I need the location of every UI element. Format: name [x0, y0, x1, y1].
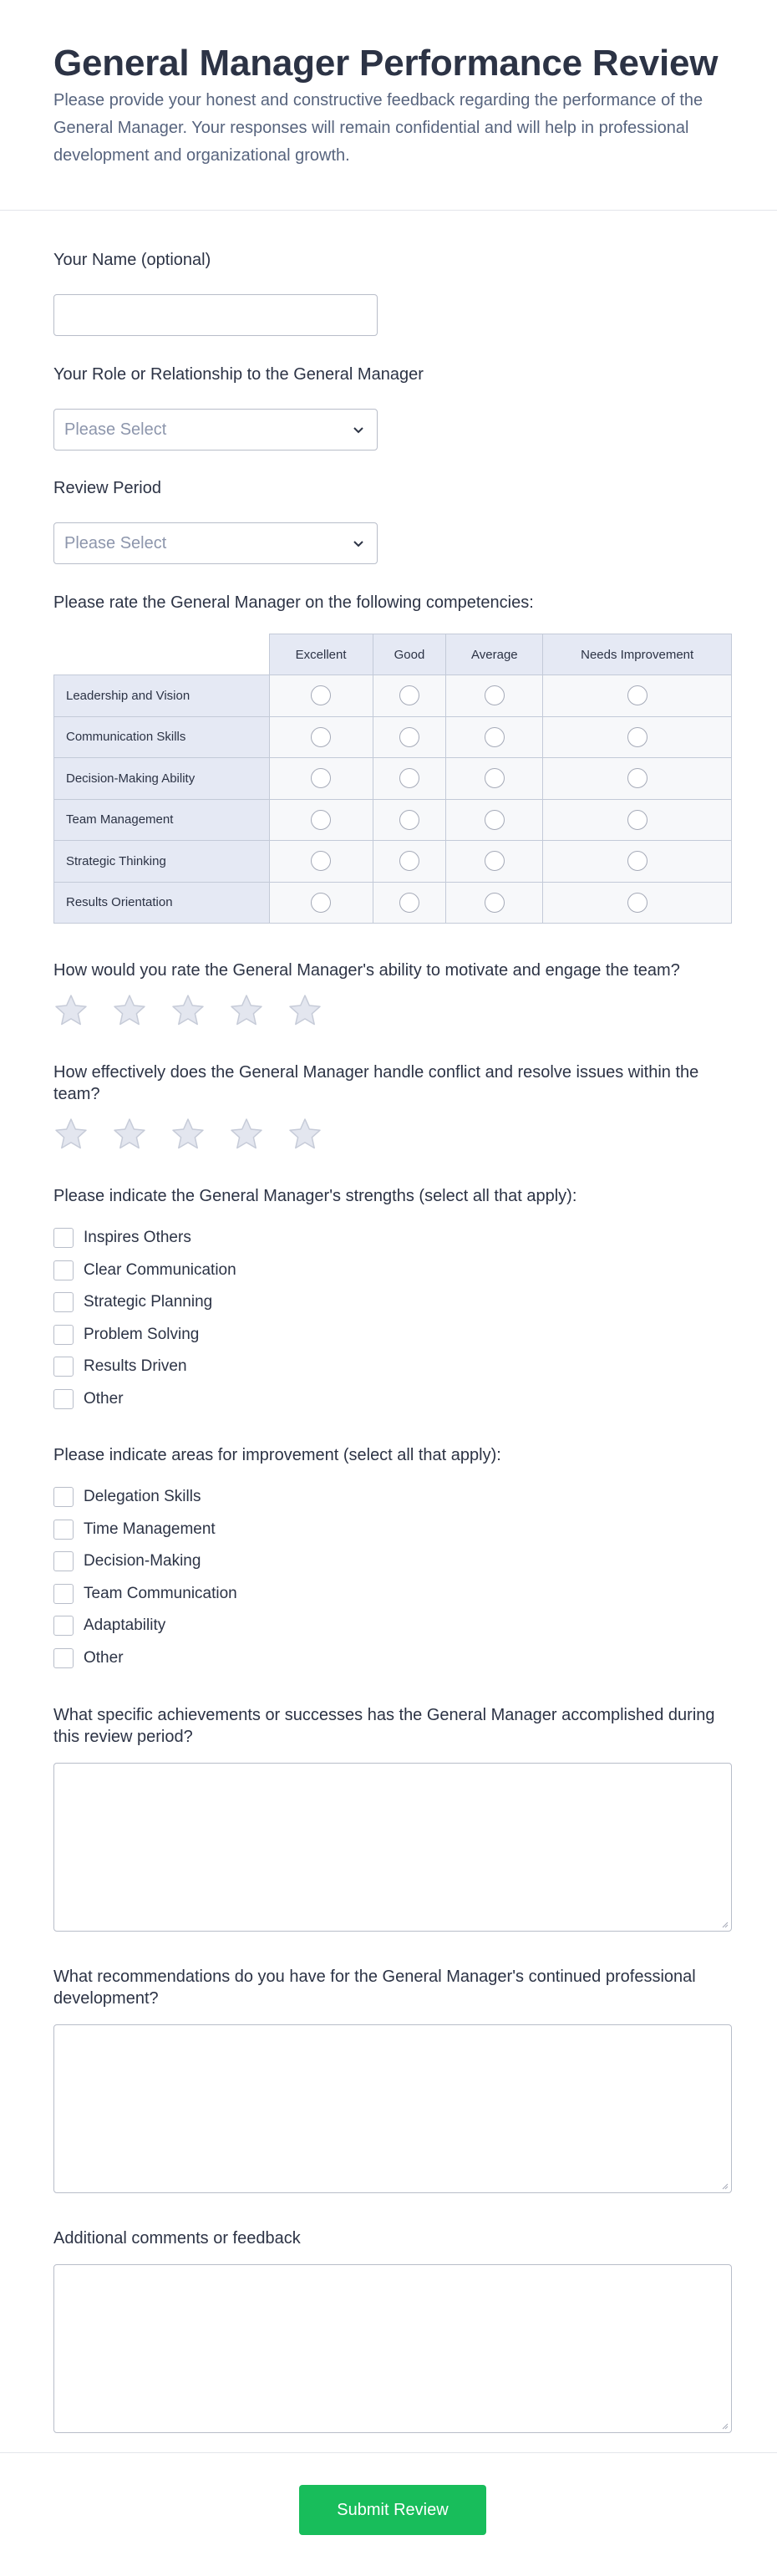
- rating2-label: How effectively does the General Manager handle conflict and resolve issues within the team?: [53, 1063, 699, 1103]
- checkbox[interactable]: [53, 1520, 74, 1540]
- achievements-textarea[interactable]: [53, 1763, 732, 1932]
- radio-button[interactable]: [311, 685, 331, 705]
- period-label: Review Period: [53, 479, 161, 497]
- checkbox-option[interactable]: [53, 1481, 732, 1514]
- radio-button[interactable]: [485, 768, 505, 788]
- recommendations-textarea[interactable]: [53, 2024, 732, 2193]
- radio-button[interactable]: [399, 810, 419, 830]
- star-icon[interactable]: [53, 993, 89, 1028]
- checkbox[interactable]: [53, 1325, 74, 1345]
- resize-grip-icon[interactable]: [720, 2421, 729, 2430]
- matrix-row: [54, 716, 732, 758]
- radio-button[interactable]: [627, 685, 648, 705]
- star-icon[interactable]: [229, 1117, 264, 1152]
- radio-button[interactable]: [627, 851, 648, 871]
- resize-grip-icon[interactable]: [720, 1920, 729, 1928]
- star-icon[interactable]: [287, 993, 322, 1028]
- checkbox-label: Problem Solving: [84, 1325, 200, 1343]
- period-question: [53, 477, 732, 564]
- chevron-down-icon: [350, 535, 367, 552]
- radio-button[interactable]: [399, 893, 419, 913]
- checkbox-option[interactable]: [53, 1642, 732, 1675]
- radio-button[interactable]: [311, 768, 331, 788]
- checkbox-option[interactable]: [53, 1286, 732, 1319]
- radio-button[interactable]: [311, 851, 331, 871]
- checkbox[interactable]: [53, 1487, 74, 1507]
- checkbox-option[interactable]: [53, 1222, 732, 1255]
- checkbox-label: Decision-Making: [84, 1552, 201, 1571]
- star-icon[interactable]: [170, 993, 206, 1028]
- checkbox-label: Other: [84, 1648, 124, 1667]
- radio-button[interactable]: [311, 893, 331, 913]
- matrix-row-label: Team Management: [54, 799, 270, 841]
- radio-button[interactable]: [311, 810, 331, 830]
- radio-button[interactable]: [485, 851, 505, 871]
- checkbox-option[interactable]: [53, 1578, 732, 1611]
- checkbox[interactable]: [53, 1551, 74, 1571]
- checkbox[interactable]: [53, 1648, 74, 1668]
- role-label: Your Role or Relationship to the General Manager: [53, 365, 424, 384]
- conflict-rating-question: [53, 1061, 732, 1152]
- checkbox[interactable]: [53, 1228, 74, 1248]
- name-input[interactable]: [53, 294, 378, 336]
- chevron-down-icon: [350, 421, 367, 438]
- checkbox-label: Clear Communication: [84, 1260, 236, 1279]
- improvements-label: Please indicate areas for improvement (select all that apply):: [53, 1446, 501, 1464]
- recommendations-question: [53, 1966, 732, 2193]
- competency-matrix-question: [53, 592, 732, 926]
- radio-button[interactable]: [485, 893, 505, 913]
- form-footer: [0, 2452, 777, 2576]
- matrix-row-label: Leadership and Vision: [54, 675, 270, 717]
- checkbox-option[interactable]: [53, 1255, 732, 1287]
- star-icon[interactable]: [229, 993, 264, 1028]
- form-description: Please provide your honest and constructive feedback regarding the performance of the General Manager. Your responses will remain confidential and will help in professional development and organizational growth.: [53, 91, 703, 165]
- checkbox[interactable]: [53, 1389, 74, 1409]
- radio-button[interactable]: [485, 727, 505, 747]
- radio-button[interactable]: [399, 685, 419, 705]
- submit-button[interactable]: Submit Review: [299, 2485, 486, 2535]
- checkbox-label: Results Driven: [84, 1357, 187, 1376]
- checkbox-label: Delegation Skills: [84, 1488, 201, 1506]
- checkbox[interactable]: [53, 1616, 74, 1636]
- checkbox-label: Adaptability: [84, 1616, 166, 1635]
- matrix-row: [54, 799, 732, 841]
- checkbox[interactable]: [53, 1292, 74, 1312]
- role-question: [53, 364, 732, 451]
- comments-question: [53, 2227, 732, 2433]
- matrix-column-header: Excellent: [269, 634, 373, 675]
- matrix-label: Please rate the General Manager on the following competencies:: [53, 593, 534, 612]
- comments-label: Additional comments or feedback: [53, 2229, 301, 2248]
- name-question: [53, 249, 732, 336]
- radio-button[interactable]: [485, 810, 505, 830]
- radio-button[interactable]: [627, 727, 648, 747]
- checkbox-option[interactable]: [53, 1545, 732, 1578]
- checkbox-option[interactable]: [53, 1351, 732, 1383]
- checkbox[interactable]: [53, 1357, 74, 1377]
- name-label: Your Name (optional): [53, 251, 211, 269]
- matrix-corner: [54, 634, 270, 675]
- resize-grip-icon[interactable]: [720, 2181, 729, 2190]
- checkbox-option[interactable]: [53, 1383, 732, 1416]
- rating1-label: How would you rate the General Manager's ability to motivate and engage the team?: [53, 961, 680, 980]
- checkbox-label: Strategic Planning: [84, 1293, 213, 1311]
- strengths-question: [53, 1185, 732, 1415]
- matrix-row-label: Results Orientation: [54, 882, 270, 924]
- matrix-column-header: Average: [446, 634, 543, 675]
- form-header: [0, 0, 777, 211]
- strengths-label: Please indicate the General Manager's strengths (select all that apply):: [53, 1187, 577, 1205]
- radio-button[interactable]: [311, 727, 331, 747]
- radio-button[interactable]: [627, 768, 648, 788]
- checkbox-option[interactable]: [53, 1610, 732, 1642]
- checkbox-label: Time Management: [84, 1520, 216, 1538]
- star-icon[interactable]: [112, 993, 147, 1028]
- achievements-label: What specific achievements or successes has the General Manager accomplished during this review period?: [53, 1706, 715, 1746]
- checkbox-label: Team Communication: [84, 1584, 237, 1602]
- radio-button[interactable]: [485, 685, 505, 705]
- matrix-row: [54, 675, 732, 717]
- radio-button[interactable]: [627, 810, 648, 830]
- matrix-column-header: Good: [373, 634, 446, 675]
- star-icon[interactable]: [112, 1117, 147, 1152]
- form-title: General Manager Performance Review: [53, 43, 719, 84]
- checkbox-label: Inspires Others: [84, 1229, 191, 1247]
- role-select[interactable]: [53, 409, 378, 451]
- checkbox-option[interactable]: [53, 1319, 732, 1352]
- matrix-row: [54, 841, 732, 883]
- role-select-placeholder: Please Select: [64, 420, 167, 439]
- period-select-placeholder: Please Select: [64, 533, 167, 552]
- checkbox[interactable]: [53, 1584, 74, 1604]
- checkbox-option[interactable]: [53, 1514, 732, 1546]
- radio-button[interactable]: [627, 893, 648, 913]
- motivation-rating-question: [53, 960, 732, 1028]
- star-icon[interactable]: [53, 1117, 89, 1152]
- matrix-row-label: Strategic Thinking: [54, 841, 270, 883]
- star-icon[interactable]: [170, 1117, 206, 1152]
- matrix-column-header: Needs Improvement: [543, 634, 732, 675]
- comments-textarea[interactable]: [53, 2264, 732, 2433]
- checkbox-label: Other: [84, 1389, 124, 1408]
- checkbox[interactable]: [53, 1260, 74, 1280]
- star-rating: [53, 1117, 732, 1152]
- period-select[interactable]: [53, 522, 378, 564]
- matrix-row-label: Communication Skills: [54, 716, 270, 758]
- star-rating: [53, 993, 732, 1028]
- competency-matrix: [53, 634, 732, 924]
- matrix-row: [54, 758, 732, 800]
- recommendations-label: What recommendations do you have for the General Manager's continued professional development?: [53, 1968, 696, 2008]
- improvements-question: [53, 1444, 732, 1674]
- checkbox-group: [53, 1481, 732, 1674]
- matrix-row: [54, 882, 732, 924]
- matrix-row-label: Decision-Making Ability: [54, 758, 270, 800]
- star-icon[interactable]: [287, 1117, 322, 1152]
- checkbox-group: [53, 1222, 732, 1415]
- radio-button[interactable]: [399, 851, 419, 871]
- radio-button[interactable]: [399, 768, 419, 788]
- achievements-question: [53, 1704, 732, 1932]
- radio-button[interactable]: [399, 727, 419, 747]
